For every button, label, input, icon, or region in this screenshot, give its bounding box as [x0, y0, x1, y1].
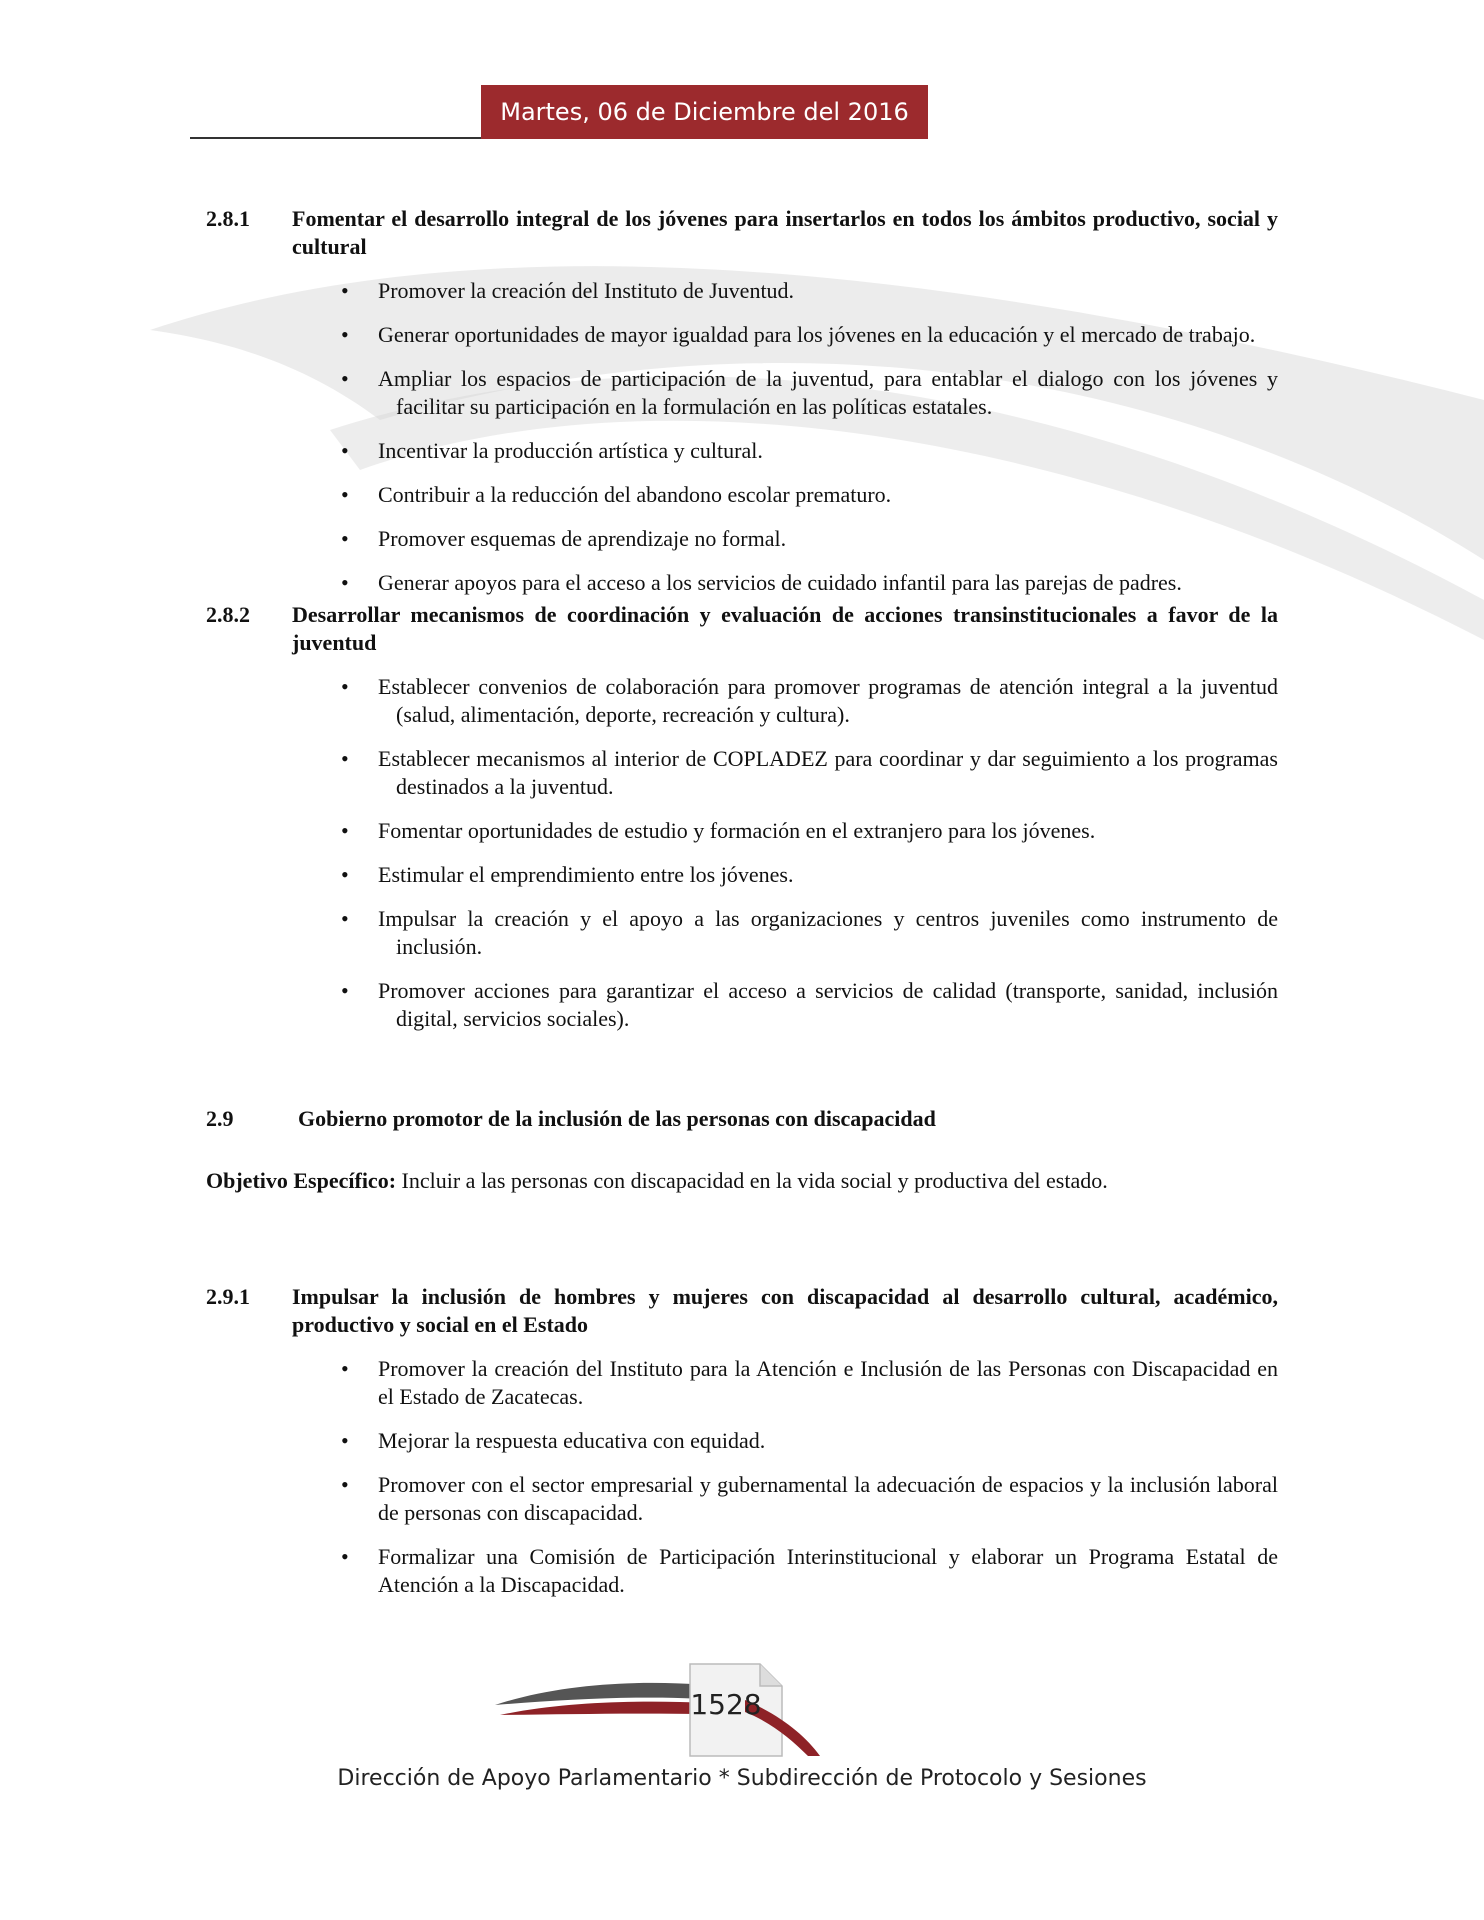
section-number: 2.9.1: [206, 1284, 250, 1309]
specific-objective: [206, 1167, 1278, 1195]
list-item: • Estimular el emprendimiento entre los jóvenes.: [206, 861, 1278, 889]
section-2-8-1-heading: [206, 205, 1278, 261]
objective-text: Incluir a las personas con discapacidad en la vida social y productiva del estado.: [396, 1168, 1108, 1193]
section-2-8-1-list: [206, 277, 1278, 597]
page-number: 1528: [690, 1688, 762, 1721]
list-item: • Fomentar oportunidades de estudio y formación en el extranjero para los jóvenes.: [206, 817, 1278, 845]
list-item: • Generar oportunidades de mayor igualdad para los jóvenes en la educación y el mercado de trabajo.: [206, 321, 1278, 349]
list-item: • Promover la creación del Instituto de Juventud.: [206, 277, 1278, 305]
section-2-8-2-heading: [206, 601, 1278, 657]
list-item: • Promover esquemas de aprendizaje no formal.: [206, 525, 1278, 553]
section-title: Desarrollar mecanismos de coordinación y evaluación de acciones transinstitucionales a favor de la juventud: [292, 602, 1278, 655]
footer-logo-swoosh: [490, 1660, 830, 1760]
list-item: • Promover acciones para garantizar el acceso a servicios de calidad (transporte, sanidad, inclusión digital, servicios sociales).: [206, 977, 1278, 1033]
list-item: • Promover la creación del Instituto para la Atención e Inclusión de las Personas con Discapacidad en el Estado de Zacatecas.: [206, 1355, 1278, 1411]
list-item: • Ampliar los espacios de participación de la juventud, para entablar el dialogo con los jóvenes y facilitar su participación en la formulación en las políticas estatales.: [206, 365, 1278, 421]
section-number: 2.8.2: [206, 602, 250, 627]
list-item: • Contribuir a la reducción del abandono escolar prematuro.: [206, 481, 1278, 509]
list-item: • Promover con el sector empresarial y gubernamental la adecuación de espacios y la inclusión laboral de personas con discapacidad.: [206, 1471, 1278, 1527]
list-item: • Mejorar la respuesta educativa con equidad.: [206, 1427, 1278, 1455]
section-2-8-2-list: [206, 673, 1278, 1033]
section-title: Impulsar la inclusión de hombres y mujeres con discapacidad al desarrollo cultural, académico, productivo y social en el Estado: [292, 1284, 1278, 1337]
list-item: • Generar apoyos para el acceso a los servicios de cuidado infantil para las parejas de padres.: [206, 569, 1278, 597]
section-number: 2.8.1: [206, 206, 250, 231]
objective-label: Objetivo Específico:: [206, 1168, 397, 1193]
header-date-badge: [481, 85, 928, 139]
footer-text: Dirección de Apoyo Parlamentario * Subdirección de Protocolo y Sesiones: [337, 1766, 1147, 1791]
section-2-9-1-heading: [206, 1283, 1278, 1339]
list-item: • Establecer convenios de colaboración para promover programas de atención integral a la juventud (salud, alimentación, deporte, recreación y cultura).: [206, 673, 1278, 729]
section-title: Gobierno promotor de la inclusión de las personas con discapacidad: [298, 1106, 936, 1131]
header-date: Martes, 06 de Diciembre del 2016: [500, 98, 909, 126]
list-item: • Incentivar la producción artística y cultural.: [206, 437, 1278, 465]
section-title: Fomentar el desarrollo integral de los jóvenes para insertarlos en todos los ámbitos productivo, social y cultural: [292, 206, 1278, 259]
list-item: • Establecer mecanismos al interior de COPLADEZ para coordinar y dar seguimiento a los programas destinados a la juventud.: [206, 745, 1278, 801]
list-item: • Formalizar una Comisión de Participación Interinstitucional y elaborar un Programa Estatal de Atención a la Discapacidad.: [206, 1543, 1278, 1599]
section-number: 2.9: [206, 1106, 234, 1131]
list-item: • Impulsar la creación y el apoyo a las organizaciones y centros juveniles como instrumento de inclusión.: [206, 905, 1278, 961]
section-2-9-1-list: [206, 1355, 1278, 1599]
section-2-9-heading: [206, 1105, 1278, 1133]
document-body: [206, 205, 1278, 1599]
